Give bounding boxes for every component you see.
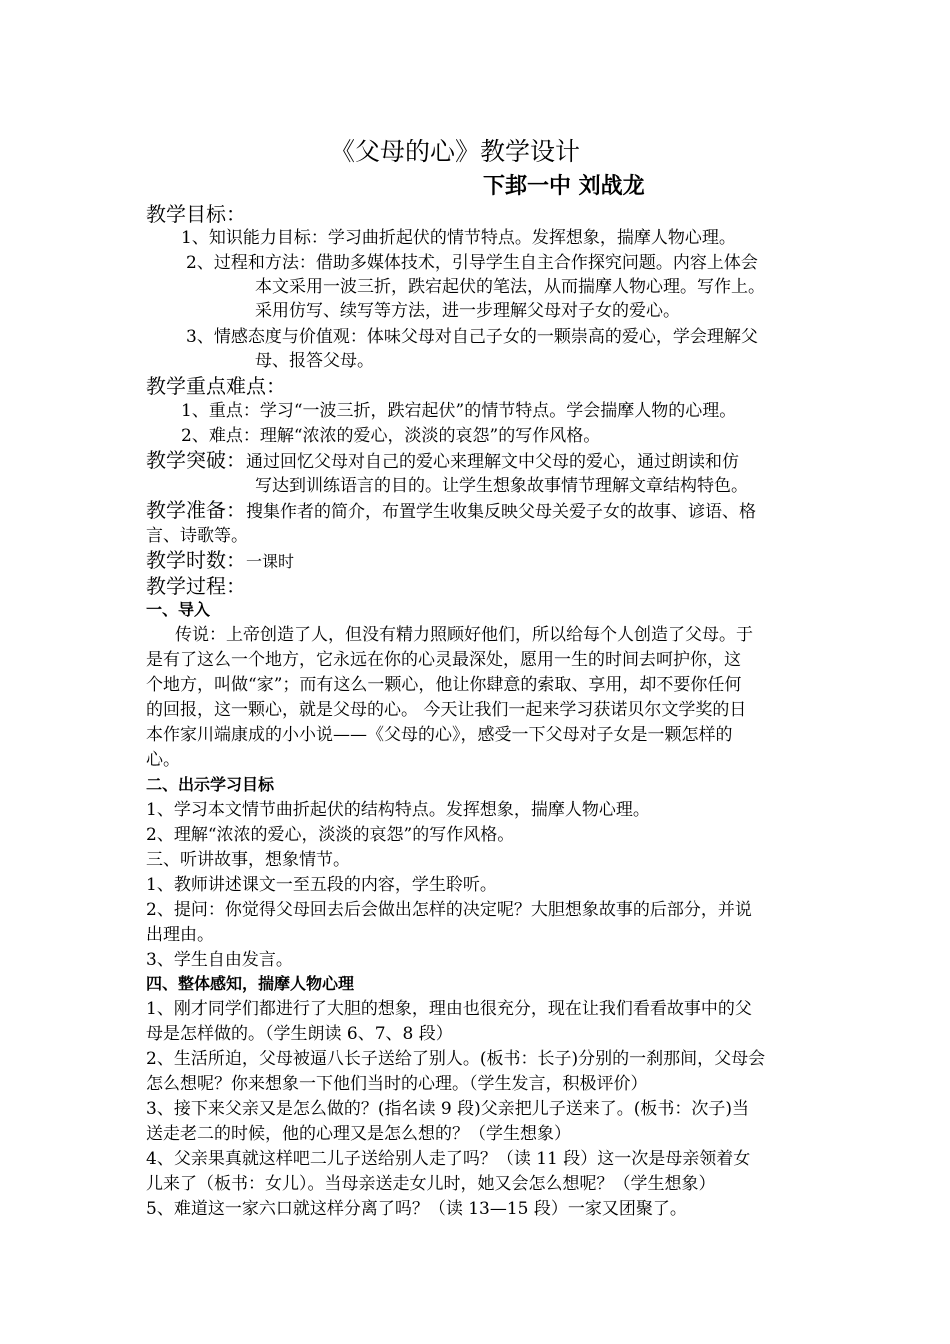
hours-value: 一课时: [246, 552, 295, 571]
preparation-line-1: [146, 498, 756, 524]
preparation-text: 搜集作者的简介，布置学生收集反映父母关爱子女的故事、谚语、格: [246, 502, 756, 522]
sec4-line: 5、难道这一家六口就这样分离了吗？（读 13—15 段）一家又团聚了。: [146, 1199, 687, 1219]
section-4-title: 四、整体感知，揣摩人物心理: [146, 974, 355, 993]
sec1-line: 传说：上帝创造了人，但没有精力照顾好他们，所以给每个人创造了父母。于: [175, 625, 753, 645]
doc-title: 《父母的心》教学设计: [330, 137, 581, 166]
sec4-line: 母是怎样做的。（学生朗读 6、7、8 段）: [146, 1024, 453, 1044]
breakthrough-heading: 教学突破：: [146, 448, 246, 472]
sec3-line: 1、教师讲述课文一至五段的内容，学生聆听。: [146, 875, 497, 895]
sec1-line: 本作家川端康成的小小说——《父母的心》，感受一下父母对子女是一颗怎样的: [146, 725, 733, 745]
objective-item-2: 2、过程和方法：借助多媒体技术，引导学生自主合作探究问题。内容上体会: [186, 253, 758, 273]
breakthrough-line-2: 写达到训练语言的目的。让学生想象故事情节理解文章结构特色。: [255, 476, 748, 496]
hours-line: [146, 548, 294, 574]
objective-item-2-cont: 本文采用一波三折，跌宕起伏的笔法，从而揣摩人物心理。写作上。: [255, 277, 765, 297]
sec1-line: 个地方，叫做“家”；而有这么一颗心，他让你肆意的索取、享用，却不要你任何: [146, 675, 742, 695]
objective-item-3-cont: 母、报答父母。: [255, 351, 374, 371]
sec4-line: 3、接下来父亲又是怎么做的？(指名读 9 段)父亲把儿子送来了。(板书：次子)当: [146, 1099, 749, 1119]
objective-item-2-cont: 采用仿写、续写等方法，进一步理解父母对子女的爱心。: [255, 301, 680, 321]
objective-item-1: 1、知识能力目标：学习曲折起伏的情节特点。发挥想象，揣摩人物心理。: [181, 228, 736, 248]
preparation-line-2: 言、诗歌等。: [146, 526, 248, 546]
section-3-title: 三、听讲故事，想象情节。: [146, 850, 350, 870]
sec2-line: 2、理解“浓浓的爱心，淡淡的哀怨”的写作风格。: [146, 825, 515, 845]
sec4-line: 儿来了（板书：女儿）。当母亲送走女儿时，她又会怎么想呢？（学生想象）: [146, 1174, 716, 1194]
section-1-title: 一、导入: [146, 600, 211, 619]
sec1-line: 的回报，这一颗心，就是父母的心。 今天让我们一起来学习获诺贝尔文学奖的日: [146, 700, 747, 720]
hours-heading: 教学时数：: [146, 548, 246, 572]
sec1-line: 心。: [146, 750, 180, 770]
key-points-heading: 教学重点难点：: [146, 374, 286, 398]
sec3-line: 3、学生自由发言。: [146, 950, 293, 970]
section-2-title: 二、出示学习目标: [146, 775, 275, 794]
sec3-line: 出理由。: [146, 925, 214, 945]
key-point-item-1: 1、重点：学习“一波三折，跌宕起伏”的情节特点。学会揣摩人物的心理。: [181, 401, 737, 421]
sec4-line: 送走老二的时候，他的心理又是怎么想的？（学生想象）: [146, 1124, 571, 1144]
sec4-line: 4、父亲果真就这样吧二儿子送给别人走了吗？（读 11 段）这一次是母亲领着女: [146, 1149, 751, 1169]
sec1-line: 是有了这么一个地方，它永远在你的心灵最深处，愿用一生的时间去呵护你，这: [146, 650, 741, 670]
preparation-heading: 教学准备：: [146, 498, 246, 522]
sec3-line: 2、提问：你觉得父母回去后会做出怎样的决定呢？大胆想象故事的后部分，并说: [146, 900, 752, 920]
key-point-item-2: 2、难点：理解“浓浓的爱心，淡淡的哀怨”的写作风格。: [181, 426, 601, 446]
breakthrough-text: 通过回忆父母对自己的爱心来理解文中父母的爱心，通过朗读和仿: [246, 452, 739, 472]
process-heading: 教学过程：: [146, 574, 246, 598]
objectives-heading: 教学目标：: [146, 202, 246, 226]
doc-author: 下邽一中 刘战龙: [483, 174, 645, 199]
sec4-line: 2、生活所迫，父母被逼八长子送给了别人。(板书：长子)分别的一刹那间，父母会: [146, 1049, 766, 1069]
sec4-line: 怎么想呢？你来想象一下他们当时的心理。（学生发言，积极评价）: [146, 1074, 648, 1094]
sec2-line: 1、学习本文情节曲折起伏的结构特点。发挥想象，揣摩人物心理。: [146, 800, 650, 820]
sec4-line: 1、刚才同学们都进行了大胆的想象，理由也很充分，现在让我们看看故事中的父: [146, 999, 752, 1019]
breakthrough-line-1: [146, 448, 739, 474]
objective-item-3: 3、情感态度与价值观：体味父母对自己子女的一颗崇高的爱心，学会理解父: [186, 327, 758, 347]
